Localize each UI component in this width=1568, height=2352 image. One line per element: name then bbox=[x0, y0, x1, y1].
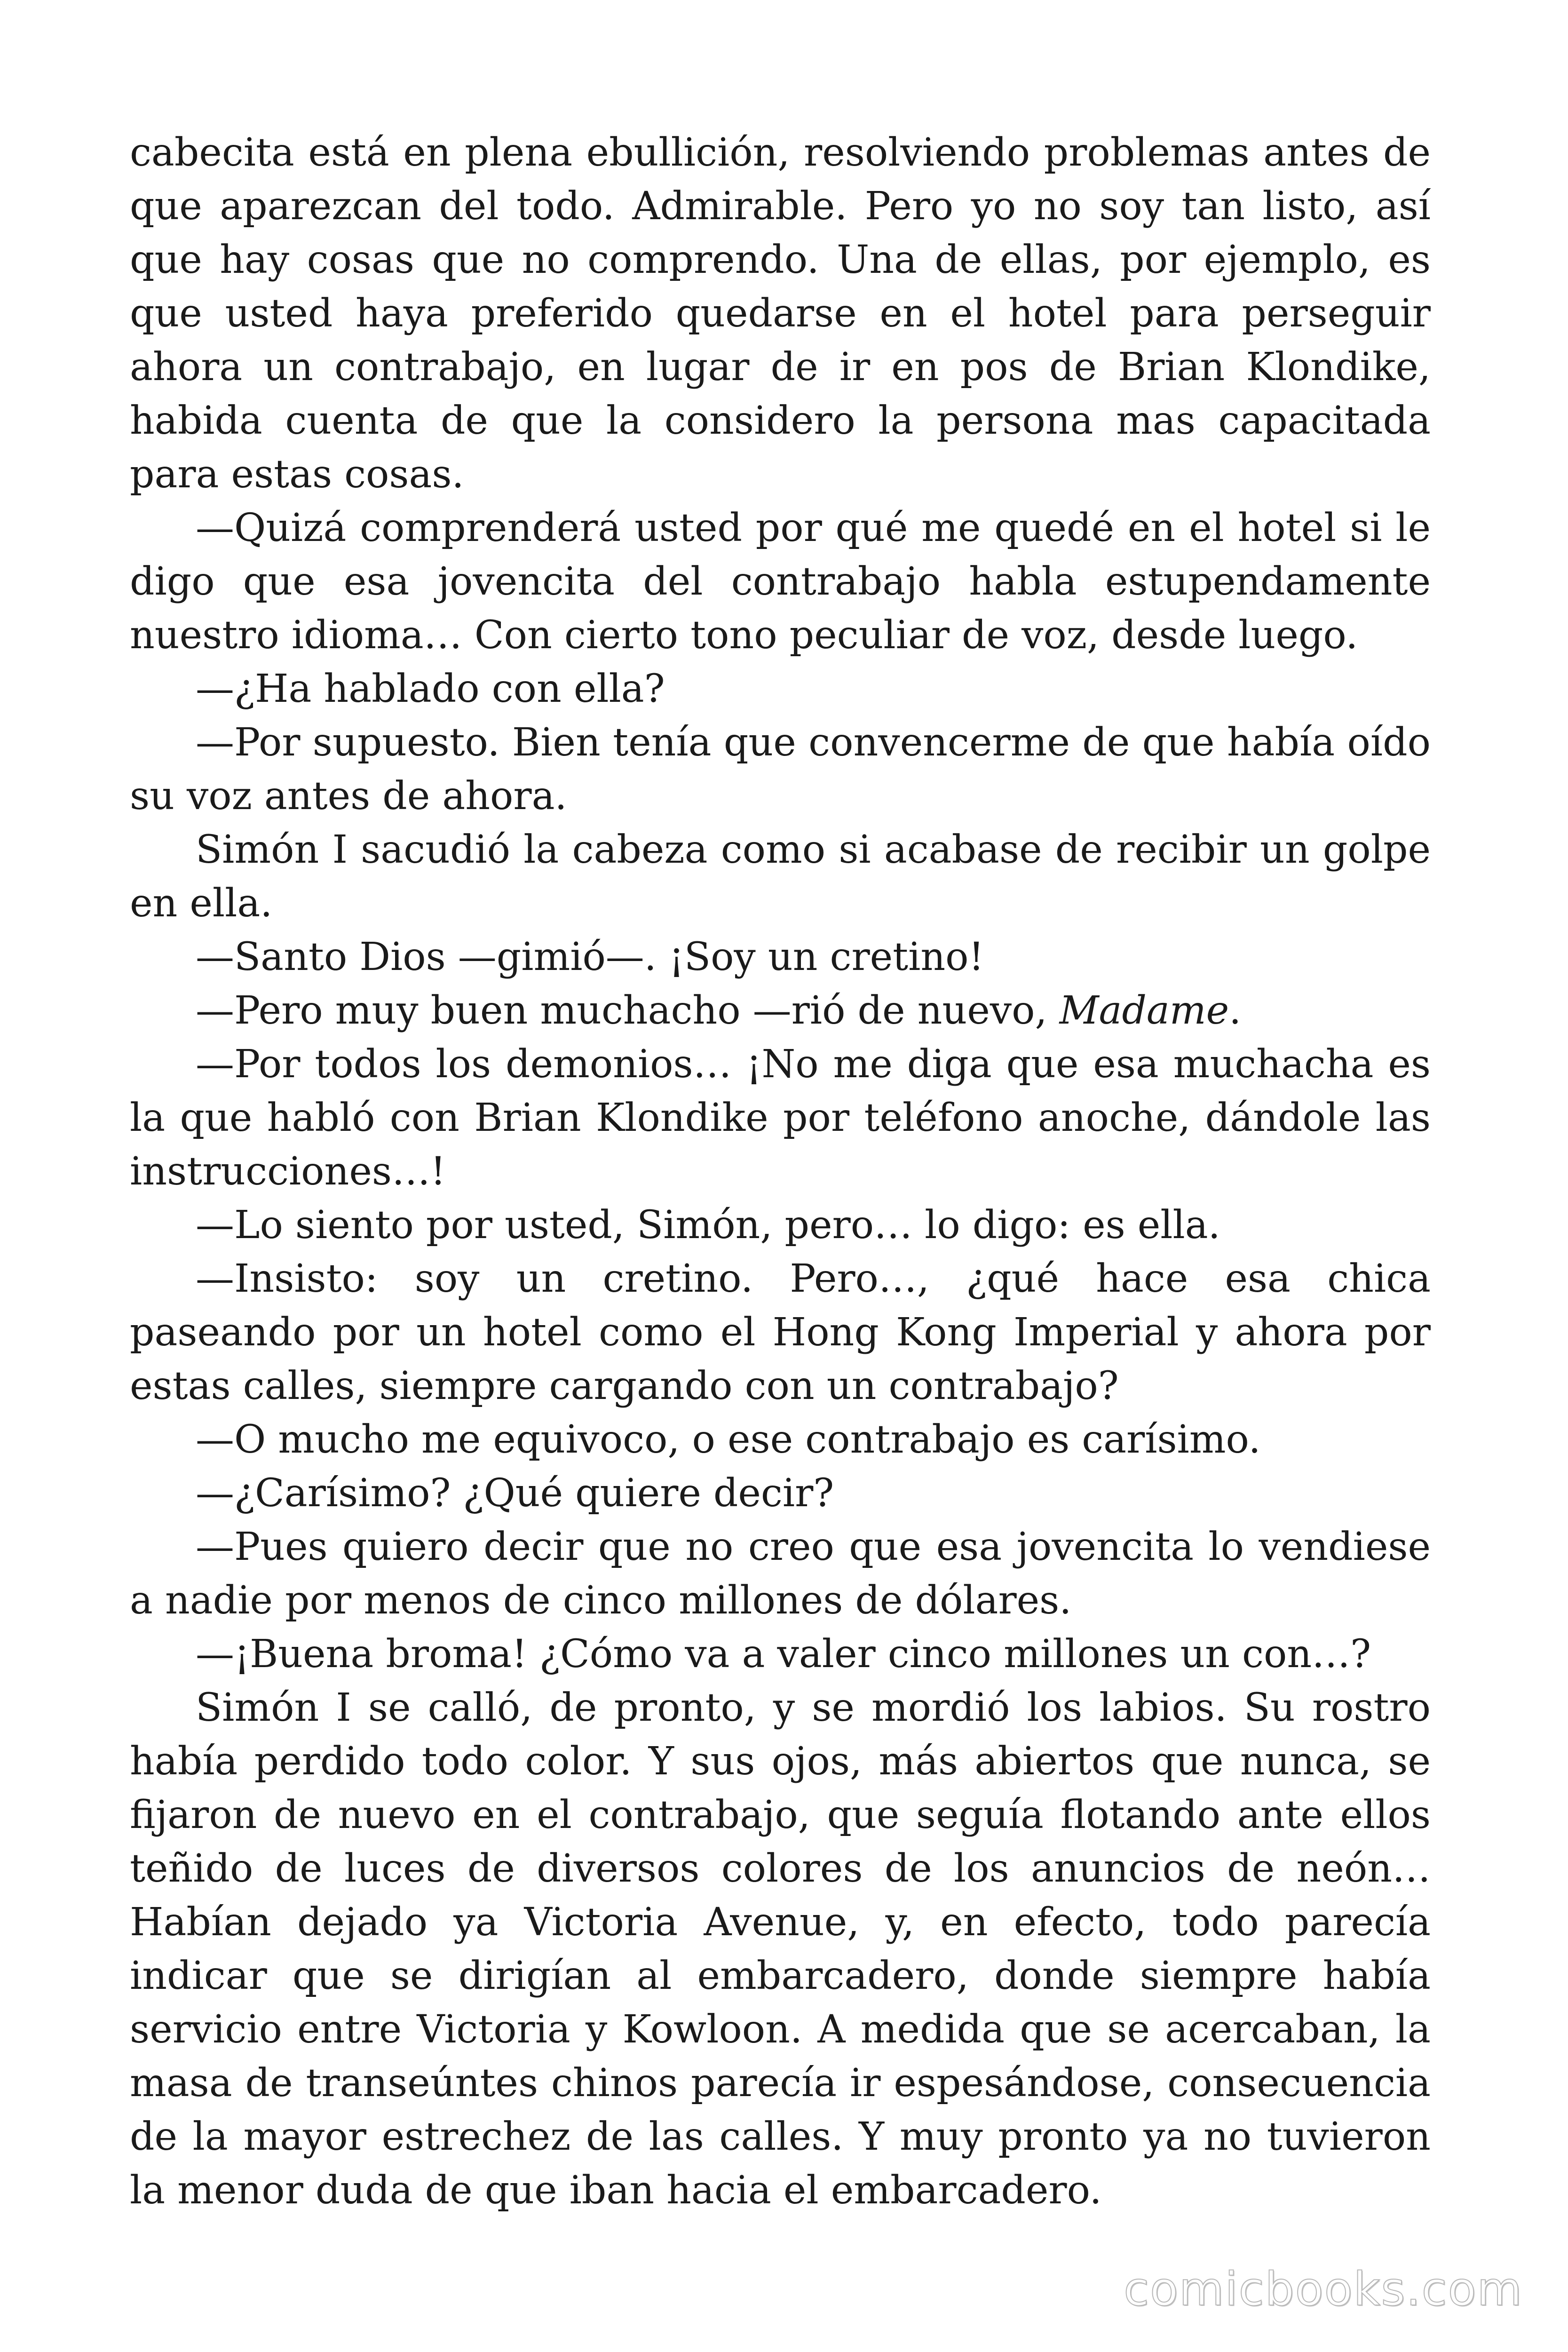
paragraph-text: —Insisto: soy un cretino. Pero…, ¿qué hace esa chica paseando por un hotel como el Hong Kong Imperial y ahora por estas calles, siempre cargando con un contrabajo? bbox=[130, 1256, 1431, 1408]
paragraph-text: —Pues quiero decir que no creo que esa jovencita lo vendiese a nadie por menos de cinco millones de dólares. bbox=[130, 1525, 1431, 1623]
paragraph-text: —Santo Dios —gimió—. ¡Soy un cretino! bbox=[196, 935, 984, 979]
paragraph bbox=[130, 984, 1431, 1038]
paragraph-text: —Quizá comprenderá usted por qué me quedé en el hotel si le digo que esa jovencita del contrabajo habla estupendamente nuestro idioma… Con cierto tono peculiar de voz, desde luego. bbox=[130, 506, 1431, 658]
italic-text: Madame bbox=[1059, 988, 1229, 1033]
paragraph bbox=[130, 1681, 1431, 2217]
paragraph bbox=[130, 1520, 1431, 1628]
paragraph-text: —Pero muy buen muchacho —rió de nuevo, bbox=[196, 988, 1060, 1033]
paragraph-text: Simón I sacudió la cabeza como si acabase de recibir un golpe en ella. bbox=[130, 827, 1431, 926]
paragraph bbox=[130, 1628, 1431, 1681]
paragraph bbox=[130, 1467, 1431, 1520]
paragraph-text: . bbox=[1229, 988, 1242, 1033]
paragraph-text: —¡Buena broma! ¿Cómo va a valer cinco millones un con…? bbox=[196, 1632, 1371, 1677]
paragraph-text: —Por todos los demonios… ¡No me diga que esa muchacha es la que habló con Brian Klondike por teléfono anoche, dándole las instrucciones…! bbox=[130, 1042, 1431, 1194]
body-text bbox=[130, 126, 1431, 2217]
paragraph bbox=[130, 823, 1431, 930]
watermark: comicbooks.com bbox=[1124, 2263, 1523, 2316]
paragraph-text: —Lo siento por usted, Simón, pero… lo digo: es ella. bbox=[196, 1203, 1220, 1248]
paragraph-text: —Por supuesto. Bien tenía que convencerme de que había oído su voz antes de ahora. bbox=[130, 720, 1431, 818]
paragraph bbox=[130, 1199, 1431, 1252]
paragraph bbox=[130, 716, 1431, 823]
paragraph-text: —¿Ha hablado con ella? bbox=[196, 667, 665, 711]
paragraph bbox=[130, 662, 1431, 716]
paragraph bbox=[130, 126, 1431, 501]
paragraph-text: —O mucho me equivoco, o ese contrabajo es carísimo. bbox=[196, 1417, 1261, 1462]
paragraph bbox=[130, 930, 1431, 984]
paragraph bbox=[130, 1038, 1431, 1199]
paragraph bbox=[130, 1252, 1431, 1413]
paragraph-text: —¿Carísimo? ¿Qué quiere decir? bbox=[196, 1471, 834, 1516]
paragraph bbox=[130, 501, 1431, 662]
paragraph-text: cabecita está en plena ebullición, resolviendo problemas antes de que aparezcan del todo. Admirable. Pero yo no soy tan listo, así que hay cosas que no comprendo. Una de ellas, por ejemplo, es que usted haya preferido quedarse en el hotel para perseguir ahora un contrabajo, en lugar de ir en pos de Brian Klondike, habida cuenta de que la considero la persona mas capacitada para estas cosas. bbox=[130, 130, 1431, 497]
paragraph-text: Simón I se calló, de pronto, y se mordió los labios. Su rostro había perdido todo color. Y sus ojos, más abiertos que nunca, se fijaron de nuevo en el contrabajo, que seguía flotando ante ellos teñido de luces de diversos colores de los anuncios de neón… Habían dejado ya Victoria Avenue, y, en efecto, todo parecía indicar que se dirigían al embarcadero, donde siempre había servicio entre Victoria y Kowloon. A medida que se acercaban, la masa de transeúntes chinos parecía ir espesándose, consecuencia de la mayor estrechez de las calles. Y muy pronto ya no tuvieron la menor duda de que iban hacia el embarcadero. bbox=[130, 1685, 1431, 2213]
paragraph bbox=[130, 1413, 1431, 1467]
